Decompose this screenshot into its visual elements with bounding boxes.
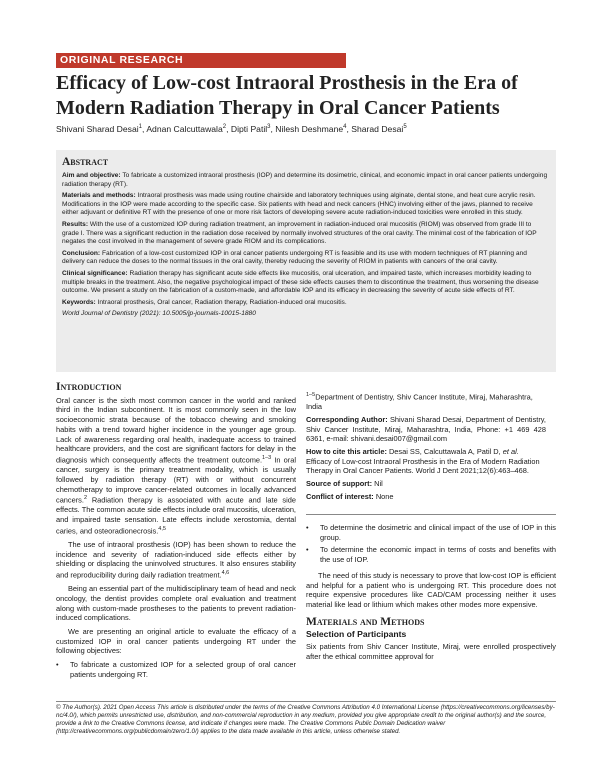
affiliation-text: Department of Dentistry, Shiv Cancer Institute, Miraj, Maharashtra, India <box>306 392 533 412</box>
author-name: Dipti Patil <box>230 124 268 134</box>
intro-p1-text: Oral cancer is the sixth most common cancer in the world and ranked third in the Indian subcontinent. It is most commonly seen in the low socioeconomic strata because of the tobacco chewing and smoking habits with a trend toward higher incidence in the younger age group. Lack of awareness regarding oral health, inadequate access to trained healthcare providers, and the cost are significant factors for delay in the diagnosis which consequently affects the treatment outcome. <box>56 395 296 465</box>
article-type-label: ORIGINAL RESEARCH <box>56 53 346 68</box>
affiliation <box>306 391 546 412</box>
conflict-of-interest <box>306 492 546 502</box>
bullet-text: To fabricate a customized IOP for a selected group of oral cancer patients undergoing RT. <box>70 660 296 679</box>
objective-bullet-1 <box>56 660 296 679</box>
bullet-text: To determine the economic impact in terms of costs and benefits with the use of IOP. <box>320 545 556 565</box>
abstract-box <box>56 150 556 372</box>
bullet-text: To determine the dosimetric and clinical impact of the use of IOP in this group. <box>320 523 556 542</box>
corresponding-author <box>306 415 546 444</box>
support-label: Source of support: <box>306 479 373 489</box>
ref-sup: 2 <box>83 495 87 502</box>
cite-label: How to cite this article: <box>306 446 387 456</box>
ref-sup: 4,6 <box>221 570 230 577</box>
author-sup: 1 <box>138 124 142 131</box>
license-footer: © The Author(s). 2021 Open Access This article is distributed under the terms of the Creative Commons Attribution 4.0 International License (https://creativecommons.org/licenses/by-nc/4.0/), which permits unrestricted use, distribution, and non-commercial reproduction in any medium, provided you give appropriate credit to the original author(s) and the source, provide a link to the Creative Commons license, and indicate if changes were made. The Creative Commons Public Domain Dedication waiver (http://creativecommons.org/publicdomain/zero/1.0/) applies to the data made available in this article, unless otherwise stated. <box>56 704 555 736</box>
abstract-keywords-label: Keywords: <box>62 298 96 306</box>
abstract-conclusion-text: Fabrication of a low-cost customized IOP in oral cancer patients undergoing RT is feasible and its use with modern techniques of RT planning and delivery can reduce the doses to the normal tissues in the oral cavity, thereby reducing the severity of RIOM in patients with cancers of the oral cavity. <box>62 249 527 266</box>
selection-paragraph: Six patients from Shiv Cancer Institute, Miraj, were enrolled prospectively after the ethical committee approval for <box>306 642 556 661</box>
abstract-aim-text: To fabricate a customized intraoral prosthesis (IOP) and determine its dosimetric, clinical, and economic impact in oral cancer patients undergoing radiation therapy (RT). <box>62 172 548 188</box>
need-paragraph: The need of this study is necessary to prove that low-cost IOP is efficient and helpful for a patient who is undergoing RT. This procedure does not require expensive procedures like CAD/CAM processing neither it uses material like lead or lithium which makes other modes more expensive. <box>306 570 556 609</box>
selection-heading: Selection of Participants <box>306 629 407 640</box>
abstract-citation-text: World Journal of Dentistry (2021): 10.5005/jp-journals-10015-1880 <box>62 310 256 318</box>
abstract-results <box>62 221 550 247</box>
author-name: Nilesh Deshmane <box>275 124 344 134</box>
abstract-keywords-text: Intraoral prosthesis, Oral cancer, Radiation therapy, Radiation-induced oral mucositis. <box>97 298 347 306</box>
conflict-text: None <box>375 491 394 501</box>
cite-text: Desai SS, Calcuttawala A, Patil D, <box>388 446 501 456</box>
ref-sup: 4,5 <box>158 525 166 532</box>
abstract-aim-label: Aim and objective: <box>62 172 121 179</box>
intro-heading: Introduction <box>56 381 122 393</box>
meta-divider <box>306 514 556 515</box>
author-name: Adnan Calcuttawala <box>146 124 223 134</box>
abstract-heading: Abstract <box>62 156 109 168</box>
intro-paragraph-1 <box>56 396 296 536</box>
cite-text-2: Efficacy of Low-cost Intraoral Prosthesis in the Era of Modern Radiation Therapy in Oral Cancer Patients. World J Dent 2021;12(6):463–468. <box>306 456 540 476</box>
abstract-results-text: With the use of a customized IOP during radiation treatment, an improvement in radiation-induced oral mucositis (RIOM) was observed from grade III to grade I. There was a significant reduction in the radiation dose received by normally involved structures of the oral cavity. The minimal cost of the fabrication of IOP negates the cost involved in the management of severe grade RIOM and its complications. <box>62 220 537 246</box>
left-column <box>56 383 296 683</box>
abstract-clinical-label: Clinical significance: <box>62 269 128 277</box>
abstract-methods-label: Materials and methods: <box>62 192 136 200</box>
abstract-clinical <box>62 270 550 296</box>
article-title: Efficacy of Low-cost Intraoral Prosthesis in the Era of Modern Radiation Therapy in Oral Cancer Patients <box>56 72 518 119</box>
methods-heading: Materials and Methods <box>306 615 425 628</box>
ref-sup: 1–3 <box>262 454 272 461</box>
conflict-label: Conflict of interest: <box>306 491 374 501</box>
right-column-body <box>306 520 556 665</box>
affiliation-sup: 1–5 <box>306 392 316 398</box>
source-of-support <box>306 479 546 489</box>
author-sup: 3 <box>267 124 271 131</box>
objective-bullet-2 <box>306 523 556 542</box>
cite-etal: et al. <box>502 446 519 456</box>
intro-paragraph-2 <box>56 540 296 580</box>
bullet-dot: • <box>56 660 59 670</box>
author-sup: 5 <box>403 124 407 131</box>
abstract-methods-text: Intraoral prosthesis was made using routine chairside and laboratory techniques using alginate, dental stone, and heat cure acrylic resin. Modifications in the IOP were made according to the specific case. Six patients with head and neck cancers (HNC) involving either of the jaws, planned to receive either adjuvant or definitive RT with the presence of one or more risk factors of developing severe acute radiation-induced toxicities were enrolled in this study. <box>62 192 536 217</box>
abstract-aim <box>62 172 550 189</box>
abstract-results-label: Results: <box>62 220 89 228</box>
abstract-conclusion-label: Conclusion: <box>62 249 101 257</box>
bullet-dot: • <box>306 523 309 532</box>
author-sup: 4 <box>343 124 347 131</box>
intro-p2-text: The use of intraoral prosthesis (IOP) has been shown to reduce the incidence and severity of radiation-induced side effects either by shielding or displacing the uninvolved structures. It also ensures stability and reproducibility during daily radiation treatment. <box>56 539 296 580</box>
author-name: Sharad Desai <box>351 124 404 134</box>
abstract-clinical-text: Radiation therapy has significant acute side effects like mucositis, oral ulceration, and impaired taste, which increases morbidity leading to multiple breaks in the treatment. Also, the negative psychological impact of these side effects causes them to discontinue the treatment, thus worsening the disease outcome. We present a study on the fabrication of a custom-made, and affordable IOP and its efficacy in decreasing the severity of acute side effects of RT. <box>62 269 539 295</box>
author-name: Shivani Sharad Desai <box>56 124 139 134</box>
abstract-methods <box>62 192 550 218</box>
corr-label: Corresponding Author: <box>306 414 388 424</box>
objective-bullet-3 <box>306 545 556 564</box>
right-column-meta <box>306 391 546 505</box>
corr-text: Shivani Sharad Desai, Department of Dentistry, Shiv Cancer Institute, Miraj, Maharashtra, India, Phone: +1 469 428 6361, e-mail: shivani.desai007@gmail.com <box>306 414 546 444</box>
author-sup: 2 <box>222 124 227 131</box>
intro-p1c-text: Radiation therapy is associated with acute and late side effects. The common acute side effects include oral mucositis, ulceration, and impaired taste sensation. Late effects include xerostomia, dental caries, and osteoradionecrosis. <box>56 495 296 536</box>
abstract-citation <box>62 310 550 319</box>
footer-divider <box>56 701 556 702</box>
intro-paragraph-3: Being an essential part of the multidisciplinary team of head and neck oncology, the dentist provides complete oral evaluation and treatment along with custom-made prostheses to the patients to prevent radiation-induced complications. <box>56 584 296 623</box>
author-list: Shivani Sharad Desai$^1$, Adnan Calcuttawala$^2$, Dipti Patil$^3$, Nilesh Deshmane$^4$, Sharad Desai$^5$ <box>56 124 407 134</box>
intro-paragraph-4: We are presenting an original article to evaluate the efficacy of a customized IOP in oral cancer patients undergoing RT under the following objectives: <box>56 627 296 656</box>
abstract-conclusion <box>62 250 550 267</box>
support-text: Nil <box>374 479 383 489</box>
intro-p1b-text: In oral cancer, surgery is the primary treatment modality, which is usually followed by radiation therapy (RT) with or without concurrent chemotherapy to improve cancer-related outcomes in locally advanced cancers. <box>56 455 296 505</box>
bullet-dot: • <box>306 545 309 555</box>
how-to-cite <box>306 447 546 476</box>
abstract-keywords <box>62 299 550 308</box>
